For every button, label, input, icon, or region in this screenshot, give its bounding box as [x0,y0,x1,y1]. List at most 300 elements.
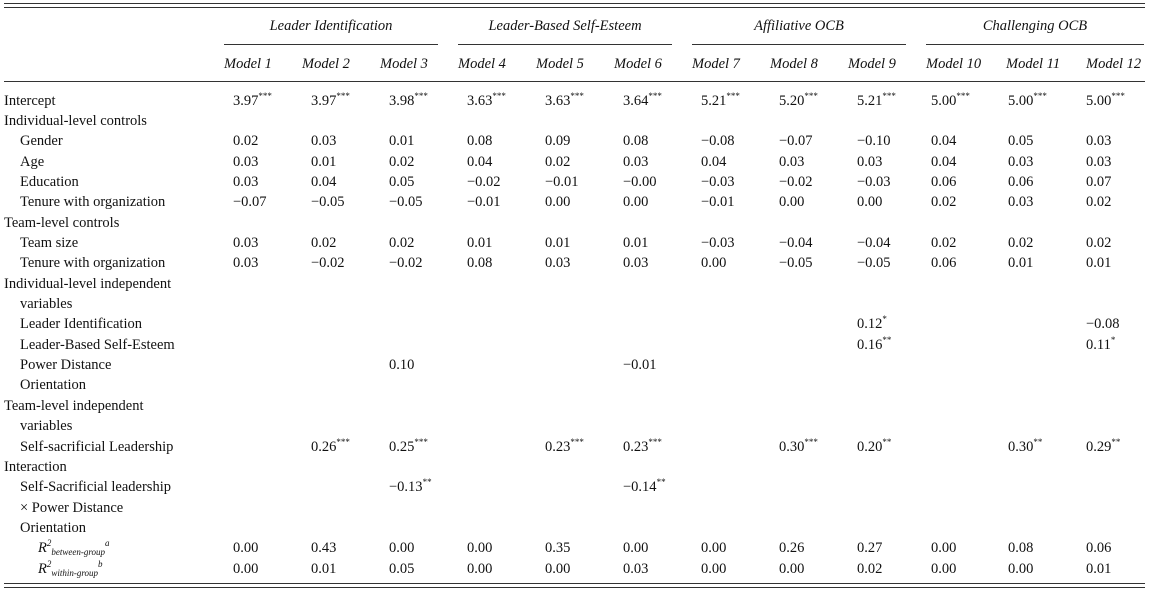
coefficient-value: 0.26 [311,439,337,455]
coefficient-value: 0.09 [545,133,571,149]
coefficient-value: 0.00 [701,255,727,271]
significance-stars: ** [1111,437,1121,447]
coefficient-value: −0.01 [545,174,579,190]
table-cell [779,437,818,457]
table-cell [311,91,350,111]
coefficient-value: 0.02 [931,194,957,210]
table-cell [389,152,414,172]
table-cell [701,192,735,212]
table-cell [467,152,492,172]
table-cell [701,253,726,273]
r-squared-symbol: R [38,540,47,556]
table-cell [623,233,648,253]
coefficient-value: −0.03 [701,235,735,251]
coefficient-value: 3.63 [545,93,571,109]
coefficient-value: 0.00 [467,540,493,556]
group-title-challenging-ocb: Challenging OCB [982,18,1088,34]
table-cell [701,152,726,172]
coefficient-value: 0.08 [467,255,493,271]
table-row-interaction [0,457,1151,477]
coefficient-value: 0.03 [1008,154,1034,170]
coefficient-value: 0.29 [1086,439,1112,455]
table-row-ind-indep-2 [0,294,1151,314]
coefficient-value: 0.02 [857,561,883,577]
significance-stars: *** [492,91,506,101]
significance-stars: ** [882,437,892,447]
table-cell [233,172,258,192]
coefficient-value: 3.63 [467,93,493,109]
model-header: Model 6 [614,56,662,72]
coefficient-value: −0.02 [467,174,501,190]
table-cell [857,437,891,457]
significance-stars: *** [882,91,896,101]
table-cell [1008,172,1033,192]
table-cell [545,91,584,111]
table-cell [623,437,662,457]
table-row-r2-within [0,559,1151,579]
table-cell [931,152,956,172]
table-cell [545,253,570,273]
coefficient-value: 0.02 [1086,194,1112,210]
table-cell [857,91,896,111]
table-cell [311,559,336,579]
model-header: Model 2 [302,56,350,72]
coefficient-value: 0.03 [623,255,649,271]
r-squared-exponent: 2 [46,538,52,548]
coefficient-value: 0.00 [545,561,571,577]
table-cell [857,233,891,253]
coefficient-value: 0.05 [389,561,415,577]
table-cell [857,559,882,579]
coefficient-value: 0.20 [857,439,883,455]
model-header: Model 8 [770,56,818,72]
table-cell [701,131,735,151]
table-cell [931,559,956,579]
table-cell [389,192,423,212]
coefficient-value: 0.00 [779,194,805,210]
coefficient-value: 0.06 [1008,174,1034,190]
table-cell [857,253,891,273]
row-label: Power Distance [20,357,112,373]
table-cell [389,91,428,111]
table-cell [1086,314,1120,334]
table-cell [311,437,350,457]
coefficient-value: −0.01 [467,194,501,210]
table-cell [467,538,492,558]
table-cell [857,192,882,212]
table-cell [389,559,414,579]
significance-stars: *** [336,437,350,447]
coefficient-value: 0.16 [857,337,883,353]
coefficient-value: 0.01 [1086,255,1112,271]
table-cell [1008,131,1033,151]
table-cell [779,172,813,192]
group-title-leader-based-self-esteem: Leader-Based Self-Esteem [488,18,642,34]
coefficient-value: 0.01 [311,561,337,577]
coefficient-value: 0.00 [545,194,571,210]
table-cell [311,152,336,172]
table-cell [1008,91,1047,111]
table-cell [545,131,570,151]
table-row-age [0,152,1151,172]
model-header: Model 10 [926,56,982,72]
table-cell [233,538,258,558]
coefficient-value: 0.03 [623,154,649,170]
coefficient-value: 0.27 [857,540,883,556]
coefficient-value: 0.10 [389,357,415,373]
coefficient-value: 0.03 [779,154,805,170]
row-label: Individual-level controls [4,113,147,129]
table-cell [1086,335,1115,355]
coefficient-value: 0.11 [1086,337,1111,353]
coefficient-value: 0.01 [311,154,337,170]
coefficient-value: 0.01 [1086,561,1112,577]
table-cell [467,559,492,579]
table-cell [623,538,648,558]
coefficient-value: 0.02 [389,154,415,170]
table-cell [1086,172,1111,192]
row-label: Gender [20,133,63,149]
coefficient-value: −0.07 [233,194,267,210]
significance-stars: *** [804,91,818,101]
coefficient-value: 0.23 [545,439,571,455]
group-underline [458,44,672,45]
table-cell [467,192,501,212]
table-row-team-size [0,233,1151,253]
table-cell [1086,91,1125,111]
model-header: Model 9 [848,56,896,72]
row-label: Individual-level independent [4,276,172,292]
table-cell [389,253,423,273]
coefficient-value: 3.97 [233,93,259,109]
coefficient-value: 0.23 [623,439,649,455]
table-cell [545,437,584,457]
r-squared-exponent: 2 [46,559,52,569]
group-title-leader-identification: Leader Identification [269,18,393,34]
coefficient-value: 0.02 [311,235,337,251]
row-label: Leader Identification [20,316,142,332]
table-cell [931,538,956,558]
table-cell [701,172,735,192]
significance-stars: *** [414,437,428,447]
table-row-ssl [0,437,1151,457]
coefficient-value: −0.01 [701,194,735,210]
table-cell [931,131,956,151]
coefficient-value: 5.20 [779,93,805,109]
significance-stars: *** [648,437,662,447]
table-cell [233,152,258,172]
significance-stars: *** [336,91,350,101]
table-cell [857,152,882,172]
coefficient-value: −0.10 [857,133,891,149]
table-cell [1086,192,1111,212]
coefficient-value: −0.07 [779,133,813,149]
table-row-int-2 [0,498,1151,518]
significance-stars: *** [1111,91,1125,101]
coefficient-value: 0.35 [545,540,571,556]
table-cell [233,559,258,579]
bottom-rule-2 [4,587,1145,588]
coefficient-value: 0.06 [931,255,957,271]
significance-stars: *** [726,91,740,101]
table-cell [545,152,570,172]
table-cell [1008,538,1033,558]
coefficient-value: 0.08 [1008,540,1034,556]
coefficient-value: 5.00 [1008,93,1034,109]
coefficient-value: 0.03 [233,235,259,251]
table-cell [389,355,414,375]
group-title-affiliative-ocb: Affiliative OCB [754,18,844,34]
coefficient-value: 0.02 [1008,235,1034,251]
row-label: variables [20,418,73,434]
table-cell [233,233,258,253]
coefficient-value: 0.03 [233,255,259,271]
table-cell [311,192,345,212]
table-row-team-indep-1 [0,396,1151,416]
table-row-gender [0,131,1151,151]
coefficient-value: −0.01 [623,357,657,373]
coefficient-value: 0.03 [857,154,883,170]
table-cell [545,172,579,192]
coefficient-value: 5.21 [857,93,883,109]
coefficient-value: 0.01 [467,235,493,251]
table-row-pdo-1 [0,355,1151,375]
table-row-int-3 [0,518,1151,538]
significance-stars: ** [882,335,892,345]
r-squared-symbol: R [38,561,47,577]
table-cell [857,131,891,151]
table-cell [389,437,428,457]
coefficient-value: −0.04 [857,235,891,251]
model-header: Model 11 [1006,56,1061,72]
coefficient-value: 0.26 [779,540,805,556]
significance-stars: *** [1033,91,1047,101]
table-row-ind-controls [0,111,1151,131]
coefficient-value: 0.04 [467,154,493,170]
table-cell [1086,253,1111,273]
coefficient-value: 0.08 [623,133,649,149]
coefficient-value: 0.00 [1008,561,1034,577]
table-cell [311,172,336,192]
coefficient-value: −0.02 [779,174,813,190]
coefficient-value: 0.06 [931,174,957,190]
coefficient-value: 0.00 [779,561,805,577]
coefficient-value: 0.12 [857,316,883,332]
table-cell [389,172,414,192]
table-cell [1086,559,1111,579]
table-cell [545,233,570,253]
table-row-leader-id [0,314,1151,334]
row-label: Self-Sacrificial leadership [20,479,171,495]
table-cell [779,131,813,151]
table-cell [779,538,804,558]
footnote-marker: a [105,538,110,548]
coefficient-value: 0.00 [233,561,259,577]
table-cell [311,253,345,273]
row-label [38,538,110,558]
table-cell [779,253,813,273]
table-cell [779,192,804,212]
table-cell [389,233,414,253]
table-cell [311,233,336,253]
group-underline [692,44,906,45]
coefficient-value: −0.02 [389,255,423,271]
table-cell [389,131,414,151]
table-cell [623,152,648,172]
model-header: Model 1 [224,56,272,72]
coefficient-value: 0.01 [1008,255,1034,271]
coefficient-value: 3.98 [389,93,415,109]
table-cell [779,152,804,172]
coefficient-value: 5.21 [701,93,727,109]
table-cell [233,131,258,151]
table-cell [467,91,506,111]
top-rule-2 [4,7,1145,8]
coefficient-value: 5.00 [1086,93,1112,109]
group-underline [926,44,1144,45]
table-cell [233,91,272,111]
table-cell [389,477,432,497]
table-cell [701,559,726,579]
coefficient-value: 0.00 [701,540,727,556]
table-cell [623,172,657,192]
row-label: Tenure with organization [20,194,166,210]
table-row-ind-indep-1 [0,274,1151,294]
coefficient-value: −0.04 [779,235,813,251]
table-cell [467,233,492,253]
table-cell [1008,437,1042,457]
table-cell [623,192,648,212]
significance-stars: *** [648,91,662,101]
significance-stars: ** [1033,437,1043,447]
table-cell [931,172,956,192]
table-row-tenure-ind [0,192,1151,212]
coefficient-value: 0.03 [1086,133,1112,149]
bottom-rule-1 [4,583,1145,584]
coefficient-value: 0.00 [857,194,883,210]
coefficient-value: 0.08 [467,133,493,149]
table-row-int-1 [0,477,1151,497]
coefficient-value: 0.03 [545,255,571,271]
row-label: Team-level controls [4,215,120,231]
table-cell [311,538,336,558]
table-cell [545,192,570,212]
table-cell [1086,538,1111,558]
row-label: Team size [20,235,79,251]
table-cell [467,253,492,273]
r-squared-subscript: within-group [51,568,99,578]
coefficient-value: 3.97 [311,93,337,109]
coefficient-value: 0.43 [311,540,337,556]
coefficient-value: −0.00 [623,174,657,190]
coefficient-value: 0.00 [233,540,259,556]
significance-stars: * [882,314,887,324]
coefficient-value: 0.01 [623,235,649,251]
coefficient-value: 0.01 [545,235,571,251]
table-cell [389,538,414,558]
row-label: Orientation [20,520,87,536]
table-cell [701,233,735,253]
coefficient-value: 0.02 [389,235,415,251]
coefficient-value: 0.02 [1086,235,1112,251]
coefficient-value: 0.04 [931,154,957,170]
r-squared-subscript: between-group [51,547,106,557]
row-label: Leader-Based Self-Esteem [20,337,175,353]
coefficient-value: 0.00 [701,561,727,577]
coefficient-value: −0.03 [857,174,891,190]
table-cell [233,253,258,273]
row-label: variables [20,296,73,312]
table-row-team-indep-2 [0,416,1151,436]
coefficient-value: 0.03 [233,174,259,190]
row-label: Intercept [4,93,56,109]
model-header: Model 7 [692,56,740,72]
table-cell [857,314,887,334]
coefficient-value: −0.08 [701,133,735,149]
coefficient-value: 0.00 [931,561,957,577]
table-cell [545,538,570,558]
coefficient-value: −0.14 [623,479,657,495]
coefficient-value: −0.05 [311,194,345,210]
coefficient-value: 0.03 [1086,154,1112,170]
coefficient-value: 0.03 [311,133,337,149]
coefficient-value: 0.04 [311,174,337,190]
coefficient-value: 5.00 [931,93,957,109]
table-cell [857,538,882,558]
coefficient-value: −0.05 [779,255,813,271]
coefficient-value: 0.00 [623,194,649,210]
coefficient-value: 0.00 [931,540,957,556]
table-cell [233,192,267,212]
coefficient-value: 3.64 [623,93,649,109]
table-cell [1008,233,1033,253]
model-header: Model 5 [536,56,584,72]
table-cell [623,91,662,111]
table-cell [1086,131,1111,151]
table-cell [857,335,891,355]
significance-stars: ** [422,477,432,487]
row-label: Team-level independent [4,398,144,414]
coefficient-value: 0.00 [389,540,415,556]
coefficient-value: 0.02 [545,154,571,170]
table-cell [1008,152,1033,172]
coefficient-value: −0.08 [1086,316,1120,332]
table-cell [779,559,804,579]
coefficient-value: 0.07 [1086,174,1112,190]
table-cell [623,131,648,151]
significance-stars: ** [656,477,666,487]
model-header: Model 12 [1086,56,1142,72]
significance-stars: *** [570,91,584,101]
table-cell [779,91,818,111]
table-row-tenure-team [0,253,1151,273]
coefficient-value: 0.00 [467,561,493,577]
table-row-education [0,172,1151,192]
row-label: Age [20,154,45,170]
coefficient-value: −0.02 [311,255,345,271]
model-header: Model 4 [458,56,506,72]
significance-stars: *** [570,437,584,447]
table-cell [311,131,336,151]
significance-stars: *** [804,437,818,447]
coefficient-value: 0.02 [233,133,259,149]
coefficient-value: 0.03 [1008,194,1034,210]
table-cell [467,172,501,192]
coefficient-value: −0.05 [389,194,423,210]
row-label: Self-sacrificial Leadership [20,439,174,455]
table-cell [623,355,657,375]
coefficient-value: 0.30 [779,439,805,455]
